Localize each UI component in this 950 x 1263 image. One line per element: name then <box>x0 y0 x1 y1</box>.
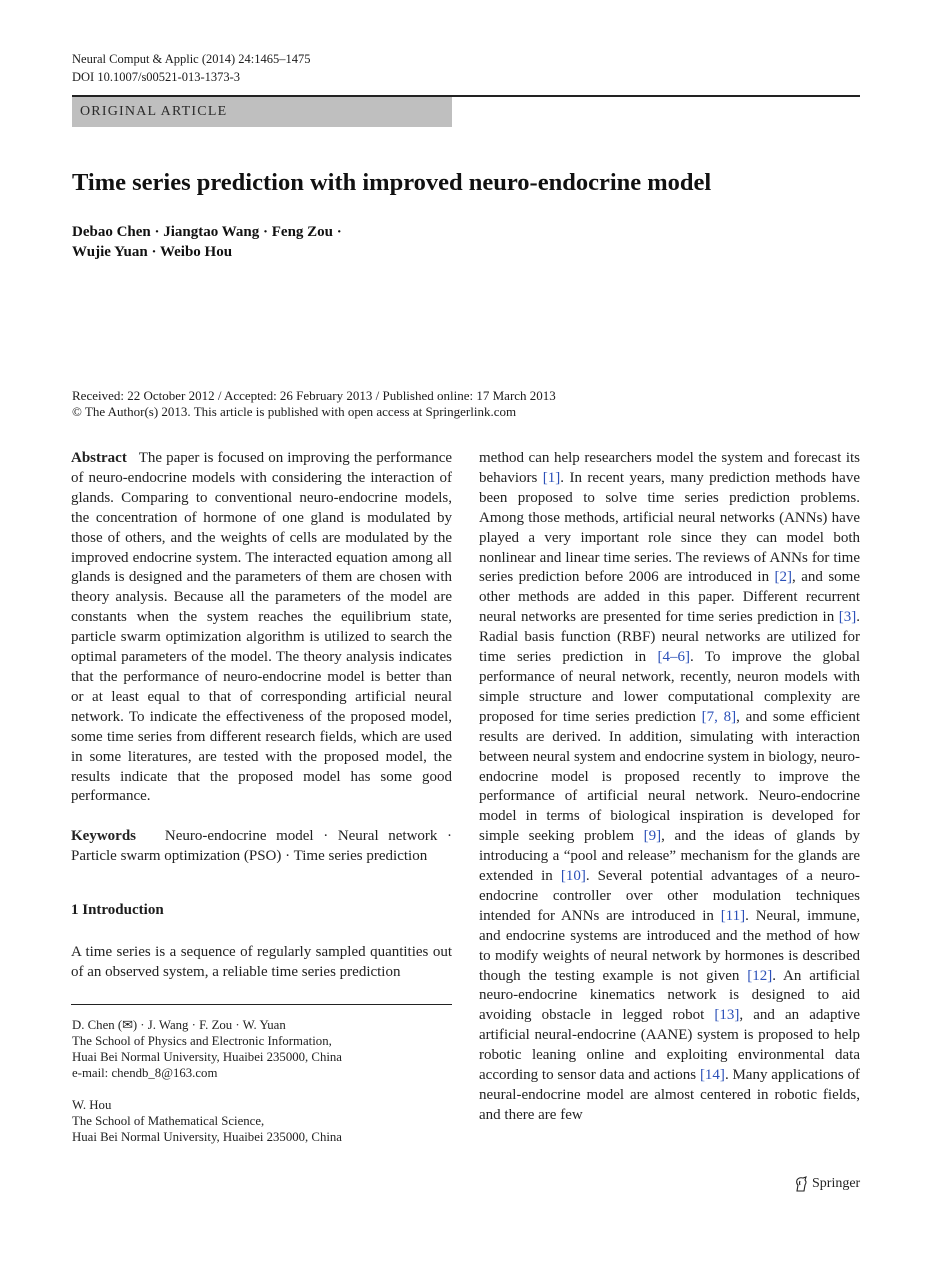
publication-dates <box>72 388 556 420</box>
citation-link[interactable]: [3] <box>838 609 857 626</box>
footnote-email[interactable]: e-mail: chendb_8@163.com <box>72 1066 218 1080</box>
keywords-label: Keywords <box>71 828 136 844</box>
citation-link[interactable]: [14] <box>699 1067 725 1084</box>
author-line-2: Wujie Yuan · Weibo Hou <box>72 244 233 260</box>
copyright-line: © The Author(s) 2013. This article is published with open access at Springerlink.com <box>72 404 517 419</box>
abstract-text: The paper is focused on improving the performance of neuro-endocrine models with considering the interaction of glands. Comparing to conventional neuro-endocrine models, the concentration of hormone of one gland is modulated by those of others, and the weights of cells are modulated by the improved endocrine system. The interacted equation among all glands is designed and the parameters of them are chosen with theory analysis. Because all the parameters of the model are constants when the system reaches the equilibrium state, particle swarm optimization algorithm is utilized to search the optimal parameters of the model. The theory analysis indicates that the performance of neuro-endocrine model is better than or at least equal to that of corresponding artificial neural network. To indicate the effectiveness of the proposed model, some time series from different research fields, which are used in some literatures, are tested with the proposed model, the results indicate that the proposed model has some good performance. <box>71 450 453 805</box>
author-list <box>72 222 342 262</box>
intro-paragraph-right <box>479 449 860 1126</box>
footnote-affiliation-2b: Huai Bei Normal University, Huaibei 235000, China <box>72 1130 342 1144</box>
body-text: . In recent years, many prediction methods have been proposed to solve time series prediction problems. Among those methods, artificial neural networks (ANNs) have played a very important role since they can model both nonlinear and linear time series. The reviews of ANNs for time series prediction before 2006 are introduced in <box>479 469 861 586</box>
author-line-1: Debao Chen · Jiangtao Wang · Feng Zou · <box>72 224 342 240</box>
springer-horse-icon <box>794 1176 808 1192</box>
citation-link[interactable]: [9] <box>643 828 662 845</box>
citation-link[interactable]: [13] <box>714 1007 740 1024</box>
body-text: , and an adaptive artificial neural-endocrine (AANE) system is proposed to help robotic leaning online and exploiting environmental data according to sensor data and actions <box>479 1007 861 1084</box>
citation-link[interactable]: [4–6] <box>657 649 690 666</box>
citation-link[interactable]: [1] <box>542 469 561 486</box>
journal-citation: Neural Comput & Applic (2014) 24:1465–1475 <box>72 52 311 66</box>
citation-link[interactable]: [11] <box>720 907 746 924</box>
footnote-authors: D. Chen (✉) · J. Wang · F. Zou · W. Yuan <box>72 1018 286 1032</box>
publisher-logo <box>794 1176 860 1192</box>
footnote-rule <box>71 1004 452 1005</box>
keywords <box>71 827 452 867</box>
publisher-name: Springer <box>812 1176 861 1191</box>
intro-paragraph-left: A time series is a sequence of regularly sampled quantities out of an observed system, a reliable time series prediction <box>71 944 452 980</box>
body-text: . To improve the global performance of neural network, recently, neuron models with simple structure and lower computational complexity are proposed for time series prediction <box>479 649 861 725</box>
article-type-band: ORIGINAL ARTICLE <box>72 97 452 127</box>
body-text: . Several potential advantages of a neuro-endocrine controller over other modulation techniques intended for ANNs are introduced in <box>479 868 861 924</box>
doi: DOI 10.1007/s00521-013-1373-3 <box>72 70 241 84</box>
footnote-affiliation-2a: The School of Mathematical Science, <box>72 1114 265 1128</box>
body-text: , and some efficient results are derived. In addition, simulating with interaction between neural system and endocrine system in biology, neuro-endocrine model is proposed recently to improve the performance of artificial neural network. Neuro-endocrine model in terms of biological inspiration is developed for simple seeking problem <box>479 708 861 845</box>
abstract-label: Abstract <box>71 450 127 466</box>
body-text: , and some other methods are added in this paper. Different recurrent neural networks are presented for time series prediction in <box>479 569 860 626</box>
footnote-affiliation-1a: The School of Physics and Electronic Information, <box>72 1034 332 1048</box>
footnote-author-2: W. Hou <box>72 1098 112 1112</box>
body-text: . An artificial neuro-endocrine kinematics network is designed to aid avoiding obstacle in legged robot <box>479 967 861 1024</box>
citation-link[interactable]: [12] <box>747 967 773 984</box>
body-text: . Neural, immune, and endocrine systems are introduced and the method of how to modify weights of neural network by hormones is described though the testing example is not given <box>479 907 860 984</box>
paper-title: Time series prediction with improved neuro-endocrine model <box>72 169 712 196</box>
dates-line: Received: 22 October 2012 / Accepted: 26 February 2013 / Published online: 17 March 2013 <box>72 388 556 403</box>
body-text: method can help researchers model the system and forecast its behaviors <box>479 450 860 486</box>
citation-link[interactable]: [10] <box>560 868 586 885</box>
abstract <box>71 449 452 807</box>
body-text: , and the ideas of glands by introducing a “pool and release” mechanism for the glands are extended in <box>479 828 860 885</box>
citation-link[interactable]: [2] <box>774 569 793 586</box>
citation-link[interactable]: [7, 8] <box>701 708 737 725</box>
footnote-affiliation-1b: Huai Bei Normal University, Huaibei 235000, China <box>72 1050 342 1064</box>
body-text: . Many applications of neural-endocrine model are almost centered in robotic fields, and there are few <box>479 1067 860 1123</box>
keywords-text: Neuro-endocrine model · Neural network · Particle swarm optimization (PSO) · Time series prediction <box>71 828 453 864</box>
section-heading: 1 Introduction <box>71 902 164 918</box>
body-text: . Radial basis function (RBF) neural networks are utilized for time series prediction in <box>479 609 860 666</box>
